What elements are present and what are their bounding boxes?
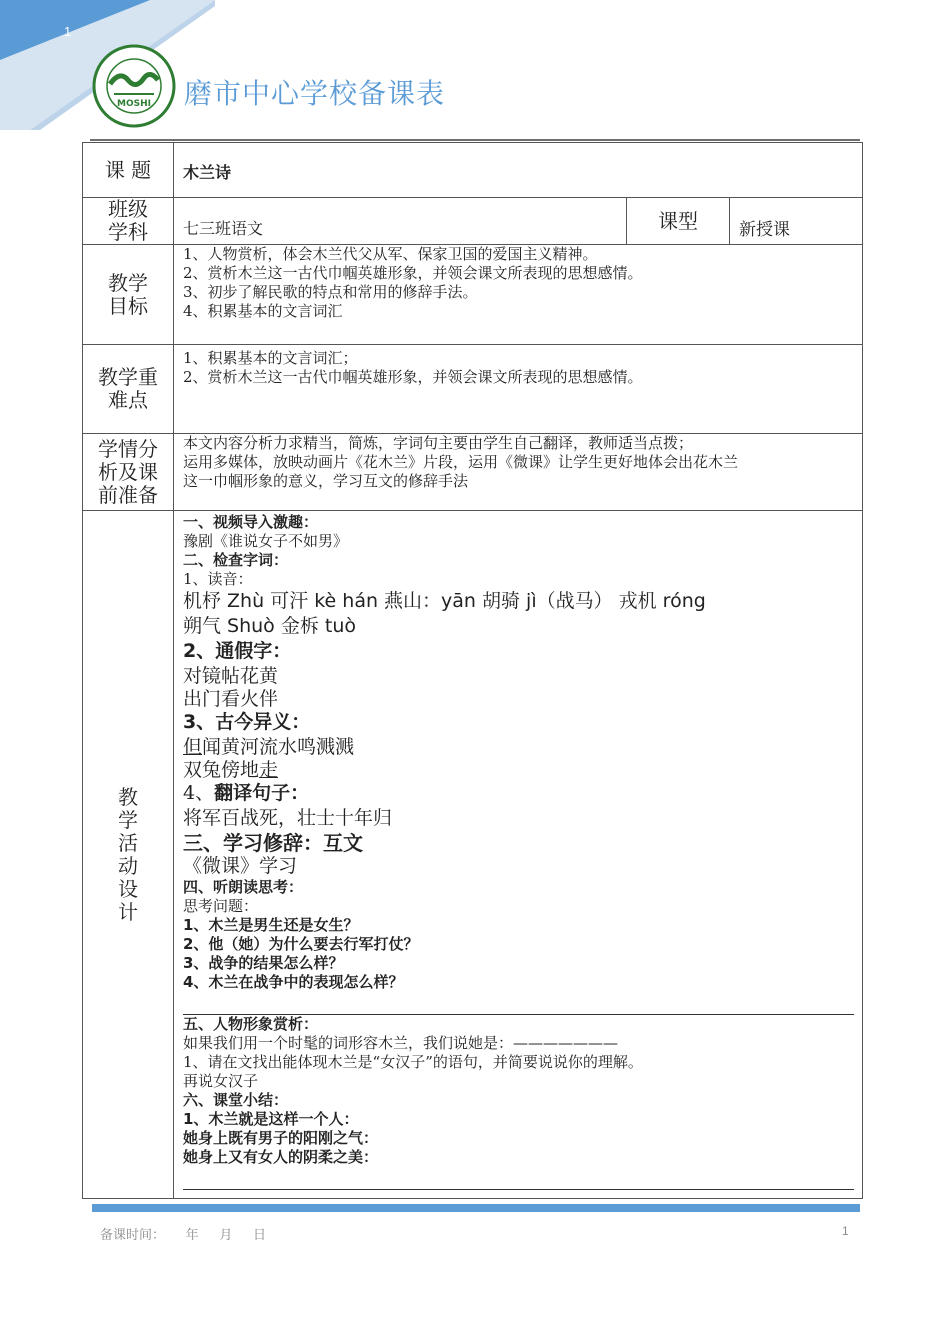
summary-line: 1、木兰就是这样一个人： <box>183 1110 359 1128</box>
translate-title: 翻译句子： <box>214 782 310 804</box>
pronunciation-line: 机杼 Zhù 可汗 kè hán 燕山：yān 胡骑 jì（战马） 戎机 róng <box>183 590 706 612</box>
key-point-item: 2、赏析木兰这一古代巾帼英雄形象，并领会课文所表现的思想感情。 <box>183 368 643 386</box>
section-2-sub-gujin: 3、古今异义： <box>183 711 311 733</box>
question-item: 2、他（她）为什么要去行军打仗？ <box>183 935 419 953</box>
header-rule <box>90 139 860 141</box>
section-5-text: 如果我们用一个时髦的词形容木兰，我们说她是：——————— <box>183 1034 619 1052</box>
pronunciation-line: 朔气 Shuò 金柝 tuò <box>183 615 357 637</box>
section-2-sub-translate <box>183 781 854 806</box>
prep-line: 运用多媒体，放映动画片《花木兰》片段，运用《微课》让学生更好地体会出花木兰 <box>183 453 739 471</box>
goals-label: 教学目标 <box>83 245 174 345</box>
section-5-text: 1、请在文找出能体现木兰是“女汉子”的语句，并简要说说你的理解。 <box>183 1053 643 1071</box>
translate-line: 将军百战死，壮士十年归 <box>183 807 393 829</box>
translate-num: 4、 <box>183 782 215 804</box>
question-item: 1、木兰是男生还是女生？ <box>183 916 359 934</box>
section-5-title: 五、人物形象赏析： <box>183 1015 319 1033</box>
section-6-title: 六、课堂小结： <box>183 1091 289 1109</box>
key-points-label: 教学重难点 <box>83 345 174 434</box>
section-1-text: 豫剧《谁说女子不如男》 <box>183 532 349 550</box>
activity-label: 教学活动设计 <box>118 784 138 924</box>
summary-line: 她身上既有男子的阳刚之气： <box>183 1129 379 1147</box>
key-points-list <box>174 345 863 434</box>
key-point-item: 1、积累基本的文言词汇； <box>183 349 358 367</box>
page-number-top: 1 <box>64 24 72 39</box>
tongjia-line: 出门看火伴 <box>183 688 279 710</box>
gujin-underlined: 走 <box>259 759 279 781</box>
type-label: 课型 <box>627 198 730 245</box>
section-1-title: 一、视频导入激趣： <box>183 513 319 531</box>
class-label: 班级学科 <box>83 198 174 245</box>
prep-text <box>174 434 863 511</box>
section-2-sub-tongjia: 2、通假字： <box>183 640 292 662</box>
gujin-line <box>183 735 854 760</box>
activity-content <box>174 511 863 1199</box>
page-number-bottom: 1 <box>842 1224 849 1238</box>
logo-text: MOSHI <box>117 99 151 109</box>
section-2-title: 二、检查字词： <box>183 551 289 569</box>
goal-item: 4、积累基本的文言词汇 <box>183 302 343 320</box>
footer-bar <box>92 1204 860 1212</box>
goals-list <box>174 245 863 345</box>
question-item: 4、木兰在战争中的表现怎么样？ <box>183 973 404 991</box>
topic-value: 木兰诗 <box>174 143 863 198</box>
tongjia-line: 对镜帖花黄 <box>183 665 279 687</box>
school-title: 磨市中心学校备课表 <box>184 77 446 110</box>
section-4-text: 思考问题： <box>183 897 259 915</box>
gujin-rest: 闻黄河流水鸣溅溅 <box>202 736 355 758</box>
lesson-plan-table <box>82 142 863 1199</box>
goal-item: 2、赏析木兰这一古代巾帼英雄形象，并领会课文所表现的思想感情。 <box>183 264 643 282</box>
prep-line: 本文内容分析力求精当，简炼，字词句主要由学生自己翻译，教师适当点拨； <box>183 434 694 452</box>
summary-line: 她身上又有女人的阴柔之美： <box>183 1148 379 1166</box>
divider-line <box>183 1189 854 1190</box>
prep-line: 这一巾帼形象的意义，学习互文的修辞手法 <box>183 472 469 490</box>
section-4-title: 四、听朗读思考： <box>183 878 304 896</box>
spacer <box>183 992 854 1010</box>
activity-label-cell <box>83 511 174 1199</box>
section-3-text: 《微课》学习 <box>183 855 298 877</box>
prep-label: 学情分析及课前准备 <box>83 434 174 511</box>
question-item: 3、战争的结果怎么样？ <box>183 954 344 972</box>
section-5-text: 再说女汉子 <box>183 1072 259 1090</box>
section-3-title: 三、学习修辞：互文 <box>183 831 363 855</box>
type-value: 新授课 <box>730 198 863 245</box>
gujin-underlined: 但 <box>183 736 203 758</box>
section-2-sub-pronunciation: 1、读音： <box>183 570 253 588</box>
class-value: 七三班语文 <box>174 198 627 245</box>
gujin-rest: 双兔傍地 <box>183 759 260 781</box>
spacer <box>183 1167 854 1185</box>
goal-item: 3、初步了解民歌的特点和常用的修辞手法。 <box>183 283 478 301</box>
gujin-line <box>183 760 854 781</box>
prep-time: 备课时间： 年 月 日 <box>100 1228 266 1243</box>
goal-item: 1、人物赏析，体会木兰代父从军、保家卫国的爱国主义精神。 <box>183 245 598 263</box>
topic-label: 课 题 <box>83 143 174 198</box>
school-logo <box>92 44 176 128</box>
